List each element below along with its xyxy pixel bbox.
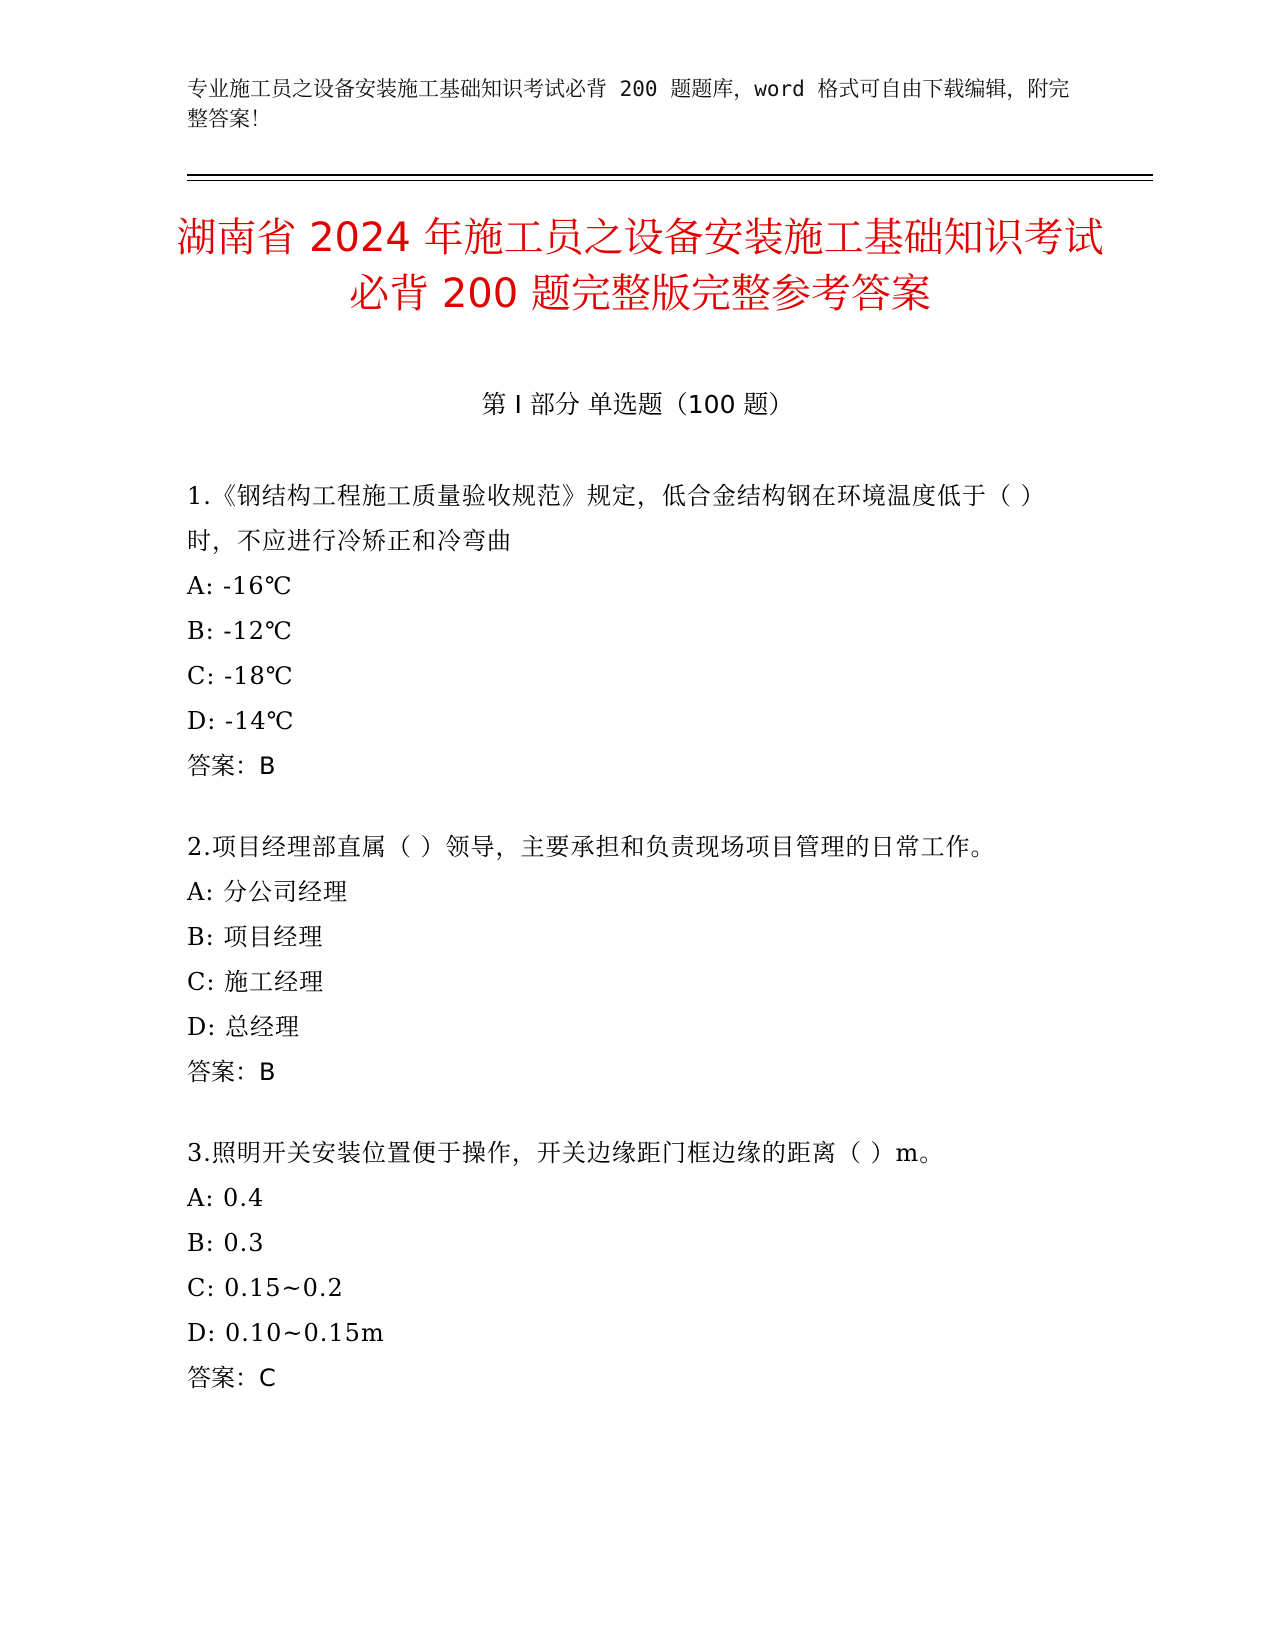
- question-3: [187, 1131, 1087, 1401]
- option-a: A: 0.4: [187, 1184, 265, 1212]
- option-b: B: -12℃: [187, 617, 293, 645]
- option-c: C: 0.15~0.2: [187, 1274, 344, 1302]
- header-divider-thick: [187, 174, 1153, 176]
- question-stem: 3.照明开关安装位置便于操作，开关边缘距门框边缘的距离（ ）m。: [187, 1139, 945, 1167]
- answer-line: 答案：C: [187, 1364, 276, 1392]
- option-d: D: -14℃: [187, 707, 295, 735]
- option-c: C: -18℃: [187, 662, 294, 690]
- header-divider-thin: [187, 180, 1153, 181]
- question-2: [187, 825, 1087, 1095]
- section-heading: 第 I 部分 单选题（100 题）: [481, 390, 794, 419]
- option-d: D: 总经理: [187, 1013, 300, 1041]
- option-b: B: 项目经理: [187, 923, 324, 951]
- option-c: C: 施工经理: [187, 968, 325, 996]
- question-1: [187, 474, 1087, 789]
- question-stem: 1.《钢结构工程施工质量验收规范》规定，低合金结构钢在环境温度低于（ ）时，不应进行冷矫正和冷弯曲: [187, 482, 1046, 555]
- option-a: A: 分公司经理: [187, 878, 349, 906]
- option-d: D: 0.10~0.15m: [187, 1319, 385, 1347]
- question-list: [187, 474, 1087, 1437]
- document-title: 湖南省 2024 年施工员之设备安装施工基础知识考试必背 200 题完整版完整参考答案: [176, 215, 1104, 317]
- answer-line: 答案：B: [187, 752, 276, 780]
- option-b: B: 0.3: [187, 1229, 265, 1257]
- answer-line: 答案：B: [187, 1058, 276, 1086]
- question-stem: 2.项目经理部直属（ ）领导，主要承担和负责现场项目管理的日常工作。: [187, 833, 996, 861]
- option-a: A: -16℃: [187, 572, 293, 600]
- header-note: 专业施工员之设备安装施工基础知识考试必背 200 题题库，word 格式可自由下载编辑，附完整答案！: [187, 77, 1070, 131]
